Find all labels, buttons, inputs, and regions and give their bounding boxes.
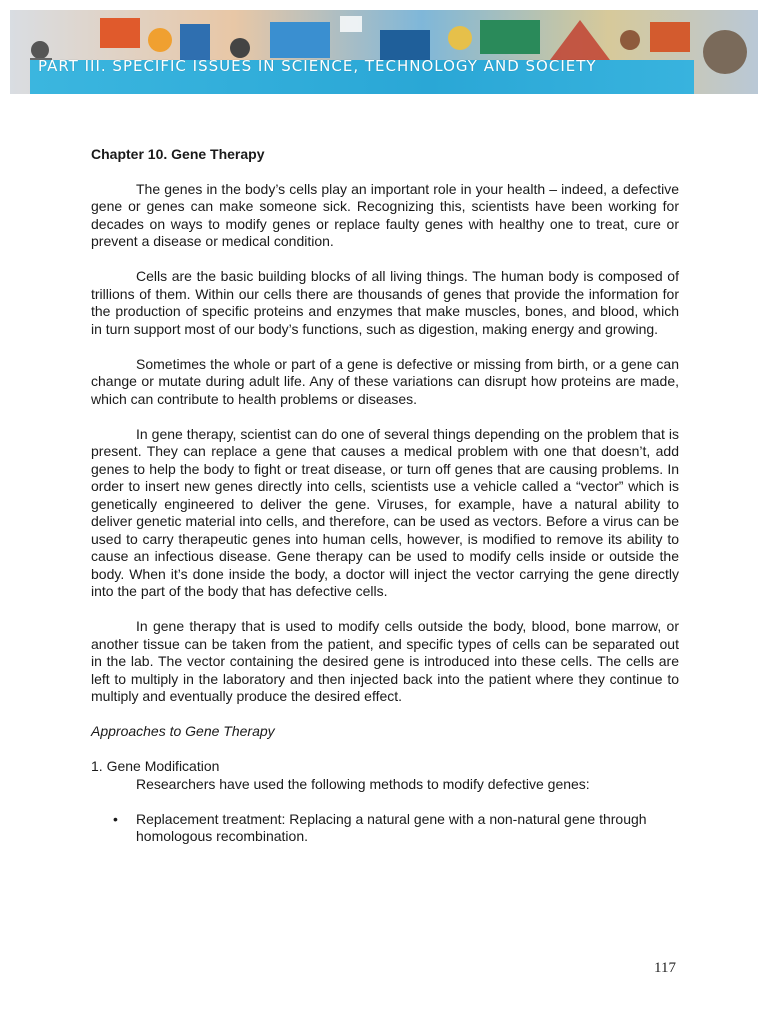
chapter-title: Chapter 10. Gene Therapy	[91, 146, 265, 162]
banner-title: PART III. SPECIFIC ISSUES IN SCIENCE, TECHNOLOGY AND SOCIETY	[38, 57, 597, 75]
header-banner	[10, 10, 758, 94]
section-title: Approaches to Gene Therapy	[91, 723, 275, 739]
bullet-mark: •	[113, 810, 118, 827]
list-item-gene-modification: 1. Gene Modification	[91, 758, 220, 774]
bullet-text: Replacement treatment: Replacing a natural gene with a non-natural gene through homologous recombination.	[136, 810, 647, 844]
paragraph-4: In gene therapy, scientist can do one of several things depending on the problem that is present. They can replace a gene that causes a medical problem with one that doesn’t, add genes to help the body to fight or treat disease, or turn off genes that are causing problems. In order to insert new genes directly into cells, scientists use a vehicle called a “vector” which is genetically engineered to deliver the gene. Viruses, for example, have a natural ability to deliver genetic material into cells, and therefore, can be used as vectors. Before a virus can be used to carry therapeutic genes into human cells, however, is modified to remove its ability to cause an infectious disease. Gene therapy can be used to modify cells inside or outside the body. When it’s done inside the body, a doctor will inject the vector carrying the gene directly into the part of the body that has defective cells.	[91, 425, 679, 599]
paragraph-3: Sometimes the whole or part of a gene is defective or missing from birth, or a gene can change or mutate during adult life. Any of these variations can disrupt how proteins are made, which can contribute to health problems or diseases.	[91, 355, 679, 407]
document-body	[91, 146, 679, 846]
paragraph-5: In gene therapy that is used to modify cells outside the body, blood, bone marrow, or another tissue can be taken from the patient, and specific types of cells can be separated out in the lab. The vector containing the desired gene is introduced into these cells. The cells are left to multiply in the laboratory and then injected back into the patient where they continue to multiply and eventually produce the desired effect.	[91, 618, 679, 704]
paragraph-2: Cells are the basic building blocks of all living things. The human body is composed of trillions of them. Within our cells there are thousands of genes that provide the information for the production of specific proteins and enzymes that make muscles, bones, and blood, which in turn support most of our body’s functions, such as digestion, making energy and growing.	[91, 268, 679, 337]
bullet-item	[91, 811, 679, 846]
page-number: 117	[654, 960, 676, 976]
list-item-description: Researchers have used the following methods to modify defective genes:	[136, 775, 590, 792]
paragraph-1: The genes in the body’s cells play an important role in your health – indeed, a defective gene or genes can make someone sick. Recognizing this, scientists have been working for decades on ways to modify genes or replace faulty genes with healthy one to treat, cure or prevent a disease or medical condition.	[91, 180, 679, 249]
